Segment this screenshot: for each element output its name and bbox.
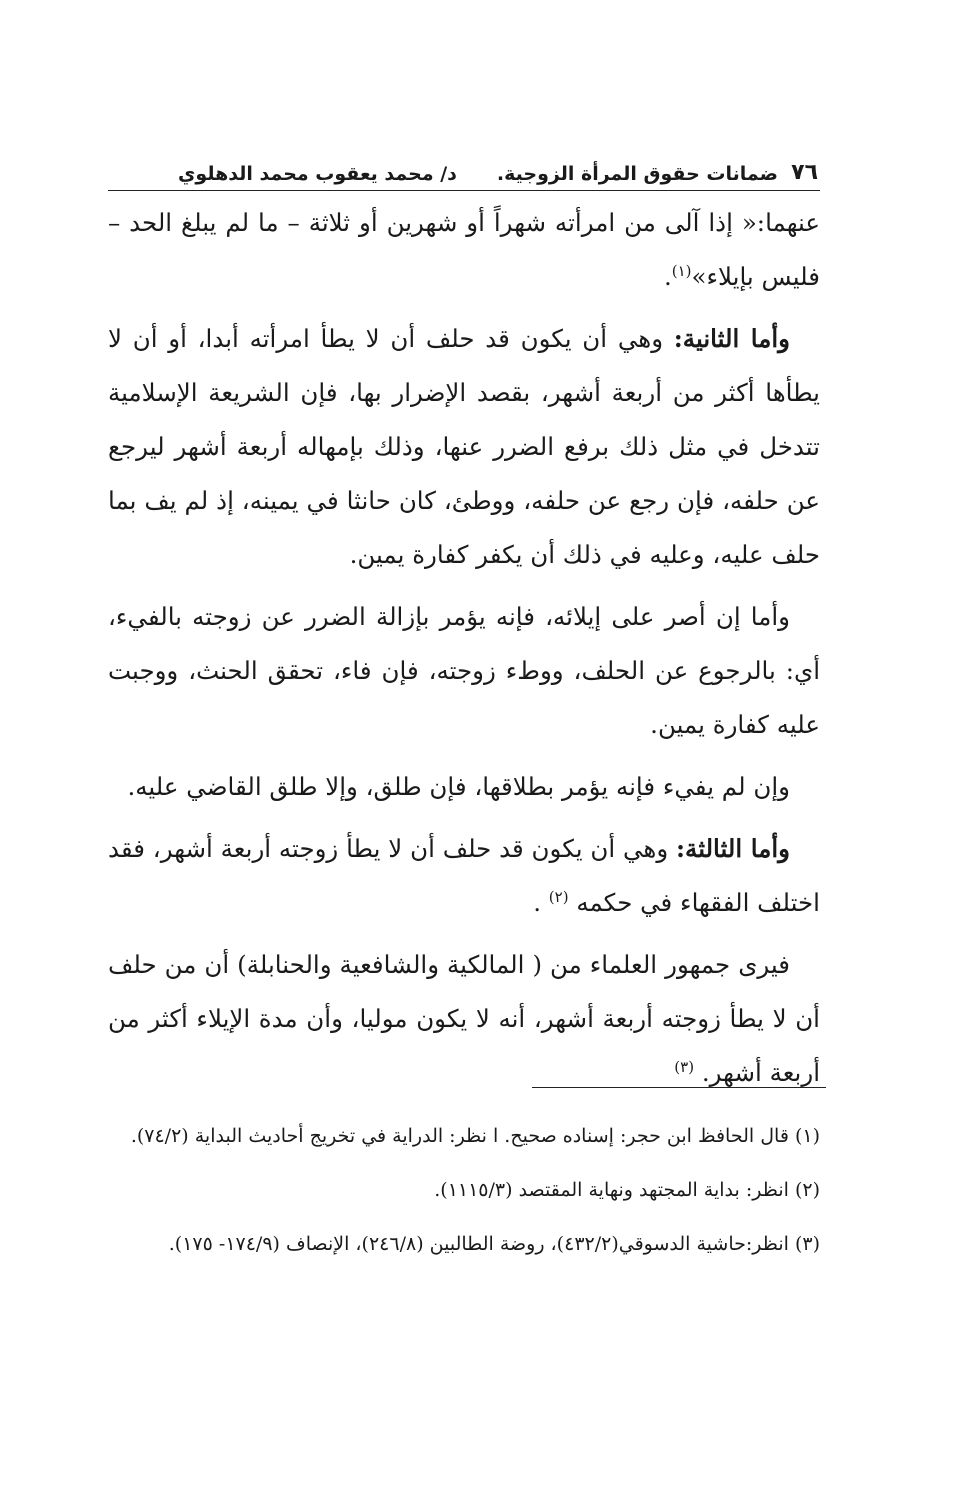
- paragraph: عنهما:« إذا آلى من امرأته شهراً أو شهرين أو ثلاثة – ما لم يبلغ الحد – فليس بإيلاء»$^{(١)}$.: [108, 208, 820, 291]
- main-text: [108, 196, 820, 1108]
- paragraph-lead: وأما الثانية:: [673, 324, 790, 353]
- footnote-ref: (١): [671, 261, 692, 280]
- book-title: ضمانات حقوق المرأة الزوجية.: [496, 163, 778, 185]
- footnote-ref: (٢): [548, 887, 569, 906]
- footnote: (١) قال الحافظ ابن حجر: إسناده صحيح. ا نظر: الدراية في تخريج أحاديث البداية (٧٤/٢).: [130, 1125, 820, 1147]
- footnote: (٢) انظر: بداية المجتهد ونهاية المقتصد (١١١٥/٣).: [434, 1179, 820, 1201]
- running-header: [108, 152, 820, 191]
- footnote: (٣) انظر:حاشية الدسوقي(٤٣٢/٢)، روضة الطالبين (٢٤٦/٨)، الإنصاف (١٧٤/٩- ١٧٥).: [168, 1233, 820, 1255]
- footnote-divider: [532, 1087, 826, 1088]
- paragraph: فيرى جمهور العلماء من ( المالكية والشافعية والحنابلة) أن من حلف أن لا يطأ زوجته أربعة أشهر، أنه لا يكون موليا، وأن مدة الإيلاء أكثر من أربعة أشهر. $^{(٣)}$: [108, 950, 820, 1087]
- page-number: ٧٦: [791, 160, 818, 185]
- paragraph-lead: وأما الثالثة:: [676, 834, 790, 863]
- footnote-ref: (٣): [674, 1057, 695, 1076]
- paragraph: وأما إن أصر على إيلائه، فإنه يؤمر بإزالة الضرر عن زوجته بالفيء، أي: بالرجوع عن الحلف، ووطء زوجته، فإن فاء، تحقق الحنث، ووجبت عليه كفارة يمين.: [108, 602, 820, 739]
- paragraph: وإن لم يفيء فإنه يؤمر بطلاقها، فإن طلق، وإلا طلق القاضي عليه.: [127, 772, 790, 801]
- paragraph: وأما الثالثة: وهي أن يكون قد حلف أن لا يطأ زوجته أربعة أشهر، فقد اختلف الفقهاء في حكمه $^{(٢)}$ .: [108, 834, 820, 917]
- paragraph: وأما الثانية: وهي أن يكون قد حلف أن لا يطأ امرأته أبدا، أو أن لا يطأها أكثر من أربعة أشهر، بقصد الإضرار بها، فإن الشريعة الإسلامية تتدخل في مثل ذلك برفع الضرر عنها، وذلك بإمهاله أربعة أشهر ليرجع عن حلفه، فإن رجع عن حلفه، ووطئ، كان حانثا في يمينه، إذ لم يف بما حلف عليه، وعليه في ذلك أن يكفر كفارة يمين.: [108, 324, 820, 569]
- footnotes: [108, 1113, 820, 1275]
- author-name: د/ محمد يعقوب محمد الدهلوي: [178, 163, 457, 185]
